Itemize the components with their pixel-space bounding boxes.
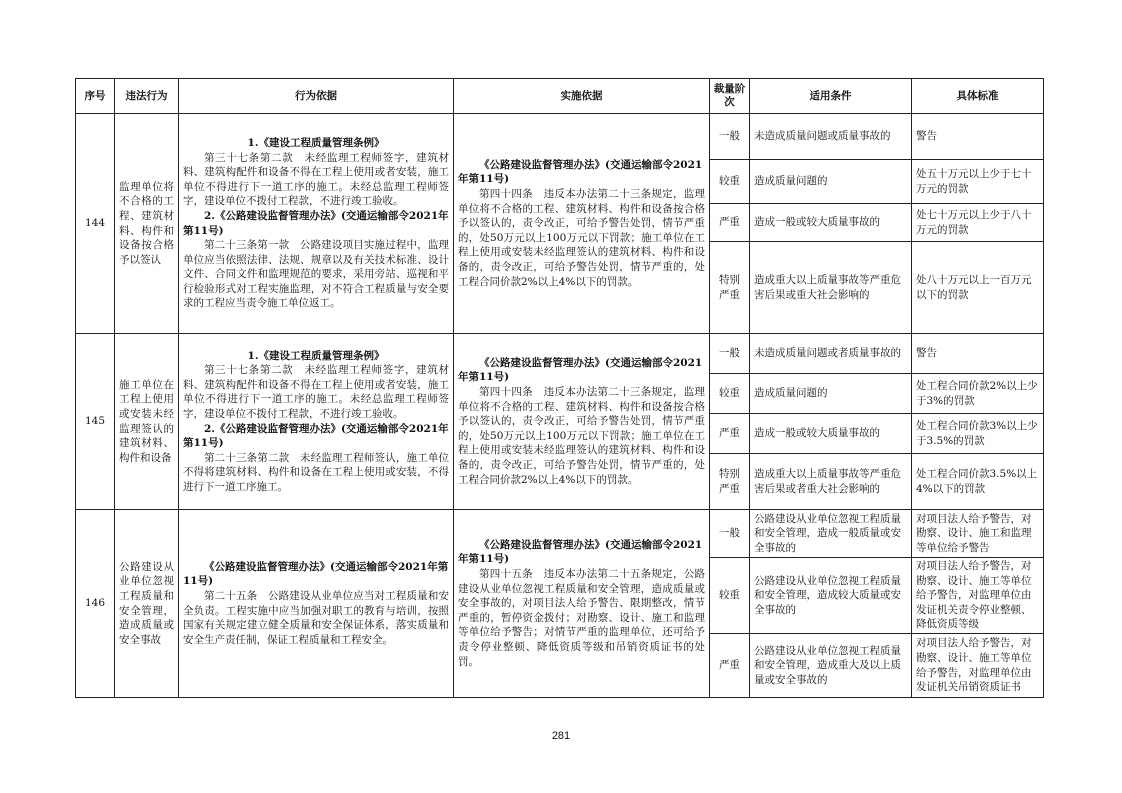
level-label: 较重 (710, 374, 750, 414)
level-standard: 警告 (912, 334, 1044, 374)
level-label: 一般 (710, 114, 750, 160)
basis-title: 1.《建设工程质量管理条例》 (247, 136, 385, 149)
level-condition: 造成质量问题的 (750, 374, 912, 414)
level-condition: 公路建设从业单位忽视工程质量和安全管理，造成较大质量或安全事故的 (750, 558, 912, 634)
row-impl (454, 510, 710, 698)
row-no: 146 (76, 510, 115, 698)
level-standard: 对项目法人给予警告，对勘察、设计、施工和监理等单位给予警告 (912, 510, 1044, 558)
row-impl (454, 334, 710, 510)
level-standard: 警告 (912, 114, 1044, 160)
table-row (76, 510, 1044, 558)
level-condition: 未造成质量问题或者质量事故的 (750, 334, 912, 374)
basis-title: 1.《建设工程质量管理条例》 (247, 349, 385, 362)
level-label: 特别严重 (710, 454, 750, 510)
row-impl (454, 114, 710, 334)
header-impl: 实施依据 (454, 79, 710, 114)
row-act: 施工单位在工程上使用或安装未经监理签认的建筑材料、构件和设备 (115, 334, 179, 510)
impl-title: 《公路建设监督管理办法》(交通运输部令2021年第11号) (458, 158, 703, 186)
level-condition: 未造成质量问题或质量事故的 (750, 114, 912, 160)
basis-text: 第二十五条 公路建设从业单位应当对工程质量和安全负责。工程实施中应当加强对职工的教育与培训，按照国家有关规定建立健全质量和安全保证体系，落实质量和安全生产责任制，保证工程质量和工程安全。 (183, 589, 449, 646)
impl-title: 《公路建设监督管理办法》(交通运输部令2021年第11号) (458, 538, 703, 566)
basis-title: 2.《公路建设监督管理办法》(交通运输部令2021年第11号) (183, 422, 449, 450)
page-number: 281 (551, 730, 571, 742)
level-condition: 造成重大以上质量事故等严重危害后果或重大社会影响的 (750, 242, 912, 334)
level-condition: 造成一般或较大质量事故的 (750, 204, 912, 242)
header-row (76, 79, 1044, 114)
level-label: 较重 (710, 558, 750, 634)
row-basis (179, 334, 454, 510)
table-row (76, 334, 1044, 374)
header-no: 序号 (76, 79, 115, 114)
impl-text: 第四十四条 违反本办法第二十三条规定，监理单位将不合格的工程、建筑材料、构件和设备按合格予以签认的，责令改正，可给予警告处罚，情节严重的，处50万元以上100万元以下罚款；施工单位在工程上使用或安装未经监理签认的建筑材料、构件和设备的，责令改正，可给予警告处罚，情节严重的，处工程合同价款2%以上4%以下的罚款。 (458, 188, 705, 288)
header-cond: 适用条件 (750, 79, 912, 114)
level-label: 较重 (710, 160, 750, 204)
row-basis (179, 114, 454, 334)
impl-text: 第四十五条 违反本办法第二十五条规定，公路建设从业单位忽视工程质量和安全管理，造成质量或安全事故的，对项目法人给予警告、限期整改，情节严重的，暂停资金拨付；对勘察、设计、施工和监理等单位给予警告；对情节严重的监理单位，还可给予责令停业整顿、降低资质等级和吊销资质证书的处罚。 (458, 568, 705, 668)
level-label: 严重 (710, 634, 750, 698)
basis-text: 第二十三条第二款 未经监理工程师签认，施工单位不得将建筑材料、构件和设备在工程上使用或安装，不得进行下一道工序施工。 (183, 451, 449, 493)
level-label: 特别严重 (710, 242, 750, 334)
level-standard: 处七十万元以上少于八十万元的罚款 (912, 204, 1044, 242)
level-standard: 处工程合同价款3.5%以上4%以下的罚款 (912, 454, 1044, 510)
basis-text: 第三十七条第二款 未经监理工程师签字，建筑材料、建筑构配件和设备不得在工程上使用或者安装，施工单位不得进行下一道工序的施工。未经总监理工程师签字，建设单位不拨付工程款，不进行竣工验收。 (183, 151, 449, 208)
level-label: 一般 (710, 510, 750, 558)
row-basis (179, 510, 454, 698)
table-row (76, 114, 1044, 160)
header-level: 裁量阶次 (710, 79, 750, 114)
basis-title: 《公路建设监督管理办法》(交通运输部令2021年第11号) (183, 560, 449, 588)
level-condition: 造成重大以上质量事故等严重危害后果或者重大社会影响的 (750, 454, 912, 510)
row-act: 监理单位将不合格的工程、建筑材料、构件和设备按合格予以签认 (115, 114, 179, 334)
level-label: 一般 (710, 334, 750, 374)
level-standard: 处五十万元以上少于七十万元的罚款 (912, 160, 1044, 204)
penalty-table (75, 78, 1044, 698)
basis-title: 2.《公路建设监督管理办法》(交通运输部令2021年第11号) (183, 209, 449, 237)
level-standard: 处八十万元以上一百万元以下的罚款 (912, 242, 1044, 334)
level-standard: 对项目法人给予警告，对勘察、设计、施工等单位给予警告，对监理单位由发证机关吊销资质证书 (912, 634, 1044, 698)
level-condition: 造成质量问题的 (750, 160, 912, 204)
level-standard: 对项目法人给予警告，对勘察、设计、施工等单位给予警告，对监理单位由发证机关责令停业整顿、降低资质等级 (912, 558, 1044, 634)
basis-text: 第二十三条第一款 公路建设项目实施过程中，监理单位应当依照法律、法规、规章以及有关技术标准、设计文件、合同文件和监理规范的要求，采用旁站、巡视和平行检验形式对工程实施监理，对不符合工程质量与安全要求的工程应当责令施工单位返工。 (183, 239, 449, 310)
header-basis: 行为依据 (179, 79, 454, 114)
header-act: 违法行为 (115, 79, 179, 114)
row-no: 145 (76, 334, 115, 510)
level-standard: 处工程合同价款2%以上少于3%的罚款 (912, 374, 1044, 414)
basis-text: 第三十七条第二款 未经监理工程师签字，建筑材料、建筑构配件和设备不得在工程上使用或者安装，施工单位不得进行下一道工序的施工。未经总监理工程师签字，建设单位不拨付工程款，不进行竣工验收。 (183, 364, 449, 420)
row-act: 公路建设从业单位忽视工程质量和安全管理，造成质量或安全事故 (115, 510, 179, 698)
level-condition: 公路建设从业单位忽视工程质量和安全管理，造成重大及以上质量或安全事故的 (750, 634, 912, 698)
level-label: 严重 (710, 204, 750, 242)
row-no: 144 (76, 114, 115, 334)
header-std: 具体标准 (912, 79, 1044, 114)
impl-text: 第四十四条 违反本办法第二十三条规定，监理单位将不合格的工程、建筑材料、构件和设备按合格予以签认的，责令改正，可给予警告处罚，情节严重的，处50万元以上100万元以下罚款；施工单位在工程上使用或安装未经监理签认的建筑材料、构件和设备的，责令改正，可给予警告处罚，情节严重的，处工程合同价款2%以上4%以下的罚款。 (458, 386, 705, 486)
level-standard: 处工程合同价款3%以上少于3.5%的罚款 (912, 414, 1044, 454)
impl-title: 《公路建设监督管理办法》(交通运输部令2021年第11号) (458, 356, 703, 384)
level-condition: 造成一般或较大质量事故的 (750, 414, 912, 454)
level-label: 严重 (710, 414, 750, 454)
level-condition: 公路建设从业单位忽视工程质量和安全管理，造成一般质量或安全事故的 (750, 510, 912, 558)
